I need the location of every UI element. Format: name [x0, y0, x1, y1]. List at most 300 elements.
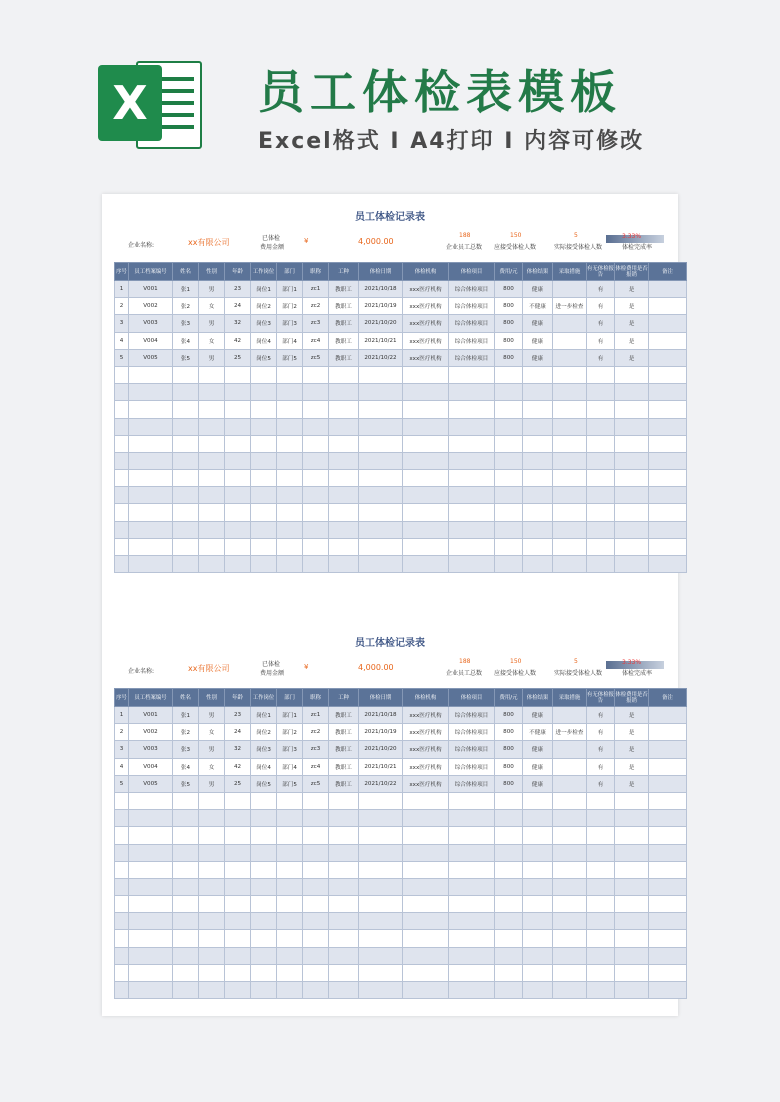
table-cell-empty[interactable]: [649, 913, 687, 930]
table-cell-empty[interactable]: [115, 435, 129, 452]
table-cell-empty[interactable]: [403, 896, 449, 913]
table-cell-empty[interactable]: [303, 930, 329, 947]
table-cell[interactable]: 2021/10/18: [359, 281, 403, 298]
table-cell[interactable]: 岗位1: [251, 281, 277, 298]
table-cell-empty[interactable]: [403, 452, 449, 469]
table-cell[interactable]: 张3: [173, 741, 199, 758]
table-cell-empty[interactable]: [649, 384, 687, 401]
table-cell-empty[interactable]: [129, 827, 173, 844]
table-cell[interactable]: V004: [129, 332, 173, 349]
table-cell-empty[interactable]: [615, 964, 649, 981]
table-cell-empty[interactable]: [403, 964, 449, 981]
table-cell[interactable]: 健康: [523, 315, 553, 332]
table-cell-empty[interactable]: [277, 947, 303, 964]
table-cell-empty[interactable]: [403, 487, 449, 504]
table-cell[interactable]: zc3: [303, 741, 329, 758]
table-cell-empty[interactable]: [359, 470, 403, 487]
table-cell[interactable]: 23: [225, 281, 251, 298]
table-cell-empty[interactable]: [277, 366, 303, 383]
table-cell-empty[interactable]: [199, 810, 225, 827]
table-cell-empty[interactable]: [173, 435, 199, 452]
table-cell-empty[interactable]: [277, 452, 303, 469]
table-cell-empty[interactable]: [587, 435, 615, 452]
table-cell[interactable]: 2021/10/19: [359, 724, 403, 741]
table-cell-empty[interactable]: [403, 878, 449, 895]
table-cell-empty[interactable]: [303, 366, 329, 383]
table-cell-empty[interactable]: [329, 982, 359, 999]
table-cell-empty[interactable]: [199, 844, 225, 861]
table-cell-empty[interactable]: [277, 792, 303, 809]
table-cell[interactable]: 2021/10/22: [359, 349, 403, 366]
table-cell-empty[interactable]: [587, 470, 615, 487]
table-cell[interactable]: 男: [199, 775, 225, 792]
table-cell-empty[interactable]: [277, 487, 303, 504]
table-cell[interactable]: 是: [615, 349, 649, 366]
table-cell[interactable]: 1: [115, 707, 129, 724]
table-cell-empty[interactable]: [115, 810, 129, 827]
table-cell-empty[interactable]: [129, 538, 173, 555]
table-cell[interactable]: 健康: [523, 332, 553, 349]
table-cell-empty[interactable]: [359, 861, 403, 878]
table-cell-empty[interactable]: [173, 401, 199, 418]
table-cell-empty[interactable]: [303, 538, 329, 555]
table-cell-empty[interactable]: [495, 538, 523, 555]
table-cell-empty[interactable]: [553, 487, 587, 504]
table-cell-empty[interactable]: [615, 366, 649, 383]
table-cell[interactable]: 5: [115, 349, 129, 366]
table-cell-empty[interactable]: [649, 947, 687, 964]
table-cell-empty[interactable]: [251, 452, 277, 469]
table-cell[interactable]: [553, 315, 587, 332]
table-cell-empty[interactable]: [587, 504, 615, 521]
table-cell[interactable]: zc2: [303, 298, 329, 315]
table-cell-empty[interactable]: [649, 435, 687, 452]
table-cell[interactable]: xxx医疗机构: [403, 349, 449, 366]
table-cell-empty[interactable]: [523, 844, 553, 861]
table-cell[interactable]: 2: [115, 298, 129, 315]
table-cell[interactable]: 部门4: [277, 758, 303, 775]
table-cell[interactable]: [649, 707, 687, 724]
table-cell-empty[interactable]: [359, 538, 403, 555]
table-cell-empty[interactable]: [587, 521, 615, 538]
table-cell-empty[interactable]: [403, 792, 449, 809]
table-cell[interactable]: 有: [587, 349, 615, 366]
table-cell[interactable]: 2: [115, 724, 129, 741]
table-cell-empty[interactable]: [359, 930, 403, 947]
table-cell-empty[interactable]: [225, 521, 251, 538]
table-cell[interactable]: 部门1: [277, 707, 303, 724]
table-cell-empty[interactable]: [495, 827, 523, 844]
table-cell-empty[interactable]: [115, 861, 129, 878]
table-cell-empty[interactable]: [553, 384, 587, 401]
table-cell[interactable]: zc4: [303, 758, 329, 775]
table-cell-empty[interactable]: [199, 487, 225, 504]
table-cell-empty[interactable]: [495, 401, 523, 418]
table-cell-empty[interactable]: [303, 487, 329, 504]
table-cell[interactable]: 张1: [173, 281, 199, 298]
table-cell-empty[interactable]: [359, 401, 403, 418]
table-cell-empty[interactable]: [329, 930, 359, 947]
table-cell-empty[interactable]: [277, 504, 303, 521]
table-cell-empty[interactable]: [303, 964, 329, 981]
table-cell-empty[interactable]: [523, 452, 553, 469]
table-cell-empty[interactable]: [329, 810, 359, 827]
table-cell-empty[interactable]: [523, 521, 553, 538]
table-cell[interactable]: 800: [495, 298, 523, 315]
table-cell-empty[interactable]: [251, 384, 277, 401]
table-cell-empty[interactable]: [173, 418, 199, 435]
table-cell-empty[interactable]: [199, 452, 225, 469]
table-cell-empty[interactable]: [587, 792, 615, 809]
table-cell-empty[interactable]: [553, 964, 587, 981]
table-cell-empty[interactable]: [115, 504, 129, 521]
table-cell-empty[interactable]: [615, 504, 649, 521]
table-cell-empty[interactable]: [403, 930, 449, 947]
table-cell[interactable]: 2021/10/19: [359, 298, 403, 315]
table-cell-empty[interactable]: [587, 964, 615, 981]
table-cell-empty[interactable]: [449, 556, 495, 573]
table-cell-empty[interactable]: [403, 861, 449, 878]
table-cell-empty[interactable]: [303, 792, 329, 809]
table-cell-empty[interactable]: [251, 896, 277, 913]
table-cell-empty[interactable]: [225, 947, 251, 964]
table-cell[interactable]: 健康: [523, 281, 553, 298]
table-cell-empty[interactable]: [523, 913, 553, 930]
table-cell-empty[interactable]: [277, 384, 303, 401]
table-cell[interactable]: 不健康: [523, 724, 553, 741]
table-cell[interactable]: 张1: [173, 707, 199, 724]
table-cell-empty[interactable]: [129, 913, 173, 930]
table-cell-empty[interactable]: [359, 947, 403, 964]
table-cell-empty[interactable]: [359, 487, 403, 504]
table-cell[interactable]: xxx医疗机构: [403, 315, 449, 332]
table-cell[interactable]: 进一步检查: [553, 724, 587, 741]
table-cell-empty[interactable]: [173, 982, 199, 999]
table-cell-empty[interactable]: [199, 366, 225, 383]
table-cell[interactable]: 2021/10/22: [359, 775, 403, 792]
table-cell-empty[interactable]: [495, 792, 523, 809]
table-cell-empty[interactable]: [225, 861, 251, 878]
table-cell-empty[interactable]: [449, 538, 495, 555]
table-cell[interactable]: 800: [495, 724, 523, 741]
table-cell[interactable]: zc4: [303, 332, 329, 349]
table-cell-empty[interactable]: [329, 538, 359, 555]
table-cell-empty[interactable]: [449, 401, 495, 418]
table-cell[interactable]: 综合体检项目: [449, 758, 495, 775]
table-cell-empty[interactable]: [495, 896, 523, 913]
table-cell[interactable]: [649, 775, 687, 792]
table-cell[interactable]: 有: [587, 315, 615, 332]
table-cell[interactable]: xxx医疗机构: [403, 758, 449, 775]
table-cell-empty[interactable]: [329, 470, 359, 487]
table-cell-empty[interactable]: [173, 947, 199, 964]
table-cell[interactable]: 综合体检项目: [449, 315, 495, 332]
table-cell[interactable]: [649, 724, 687, 741]
table-cell-empty[interactable]: [329, 878, 359, 895]
table-cell-empty[interactable]: [303, 452, 329, 469]
table-cell-empty[interactable]: [523, 878, 553, 895]
table-cell-empty[interactable]: [277, 435, 303, 452]
table-cell-empty[interactable]: [329, 861, 359, 878]
table-cell-empty[interactable]: [225, 827, 251, 844]
table-cell[interactable]: 进一步检查: [553, 298, 587, 315]
table-cell-empty[interactable]: [277, 556, 303, 573]
table-cell-empty[interactable]: [199, 556, 225, 573]
table-cell[interactable]: 800: [495, 315, 523, 332]
table-cell-empty[interactable]: [225, 964, 251, 981]
table-cell-empty[interactable]: [199, 435, 225, 452]
table-cell[interactable]: 健康: [523, 758, 553, 775]
table-cell-empty[interactable]: [199, 930, 225, 947]
table-cell-empty[interactable]: [251, 930, 277, 947]
table-cell-empty[interactable]: [199, 470, 225, 487]
table-cell[interactable]: 教职工: [329, 315, 359, 332]
table-cell-empty[interactable]: [523, 947, 553, 964]
table-cell[interactable]: 综合体检项目: [449, 298, 495, 315]
table-cell[interactable]: 综合体检项目: [449, 724, 495, 741]
table-cell-empty[interactable]: [115, 982, 129, 999]
table-cell-empty[interactable]: [403, 947, 449, 964]
table-cell-empty[interactable]: [199, 384, 225, 401]
table-cell-empty[interactable]: [251, 964, 277, 981]
table-cell[interactable]: V004: [129, 758, 173, 775]
table-cell-empty[interactable]: [303, 521, 329, 538]
table-cell-empty[interactable]: [587, 930, 615, 947]
table-cell[interactable]: 800: [495, 349, 523, 366]
table-cell[interactable]: 部门4: [277, 332, 303, 349]
table-cell[interactable]: 岗位3: [251, 741, 277, 758]
table-cell-empty[interactable]: [359, 982, 403, 999]
table-cell-empty[interactable]: [523, 470, 553, 487]
table-cell-empty[interactable]: [449, 452, 495, 469]
table-cell-empty[interactable]: [129, 418, 173, 435]
table-cell-empty[interactable]: [251, 366, 277, 383]
table-cell-empty[interactable]: [129, 384, 173, 401]
table-cell-empty[interactable]: [495, 504, 523, 521]
table-cell[interactable]: 4: [115, 758, 129, 775]
table-cell-empty[interactable]: [303, 878, 329, 895]
table-cell[interactable]: [649, 315, 687, 332]
table-cell[interactable]: 24: [225, 724, 251, 741]
table-cell-empty[interactable]: [329, 418, 359, 435]
table-cell-empty[interactable]: [115, 896, 129, 913]
table-cell-empty[interactable]: [587, 982, 615, 999]
table-cell-empty[interactable]: [129, 487, 173, 504]
table-cell[interactable]: zc5: [303, 349, 329, 366]
table-cell-empty[interactable]: [449, 418, 495, 435]
table-cell-empty[interactable]: [129, 556, 173, 573]
table-cell-empty[interactable]: [251, 827, 277, 844]
table-cell-empty[interactable]: [329, 366, 359, 383]
table-cell-empty[interactable]: [403, 401, 449, 418]
table-cell[interactable]: V002: [129, 724, 173, 741]
table-cell-empty[interactable]: [115, 470, 129, 487]
table-cell-empty[interactable]: [649, 452, 687, 469]
table-cell-empty[interactable]: [587, 418, 615, 435]
table-cell[interactable]: 42: [225, 332, 251, 349]
table-cell-empty[interactable]: [251, 792, 277, 809]
table-cell[interactable]: 部门5: [277, 349, 303, 366]
table-cell-empty[interactable]: [277, 401, 303, 418]
table-cell[interactable]: 综合体检项目: [449, 775, 495, 792]
table-cell-empty[interactable]: [173, 452, 199, 469]
table-cell-empty[interactable]: [115, 844, 129, 861]
table-cell[interactable]: [649, 332, 687, 349]
table-cell-empty[interactable]: [225, 384, 251, 401]
table-cell-empty[interactable]: [615, 827, 649, 844]
table-cell-empty[interactable]: [303, 913, 329, 930]
table-cell-empty[interactable]: [649, 896, 687, 913]
table-cell[interactable]: [553, 741, 587, 758]
table-cell-empty[interactable]: [277, 896, 303, 913]
table-cell[interactable]: 男: [199, 315, 225, 332]
table-cell-empty[interactable]: [329, 452, 359, 469]
table-cell-empty[interactable]: [173, 810, 199, 827]
table-cell-empty[interactable]: [523, 418, 553, 435]
table-cell-empty[interactable]: [495, 470, 523, 487]
table-cell-empty[interactable]: [523, 366, 553, 383]
table-cell-empty[interactable]: [523, 384, 553, 401]
table-cell-empty[interactable]: [225, 896, 251, 913]
table-cell-empty[interactable]: [359, 384, 403, 401]
table-cell-empty[interactable]: [129, 861, 173, 878]
table-cell-empty[interactable]: [649, 930, 687, 947]
table-cell-empty[interactable]: [129, 982, 173, 999]
table-cell-empty[interactable]: [129, 435, 173, 452]
table-cell[interactable]: 有: [587, 758, 615, 775]
table-cell-empty[interactable]: [173, 861, 199, 878]
table-cell[interactable]: 张2: [173, 298, 199, 315]
table-cell[interactable]: 800: [495, 281, 523, 298]
table-cell-empty[interactable]: [329, 896, 359, 913]
table-cell-empty[interactable]: [115, 792, 129, 809]
table-cell-empty[interactable]: [303, 435, 329, 452]
table-cell-empty[interactable]: [329, 435, 359, 452]
table-cell-empty[interactable]: [403, 810, 449, 827]
table-cell-empty[interactable]: [553, 878, 587, 895]
table-cell-empty[interactable]: [615, 930, 649, 947]
table-cell[interactable]: 健康: [523, 741, 553, 758]
table-cell[interactable]: 女: [199, 724, 225, 741]
table-cell[interactable]: 教职工: [329, 332, 359, 349]
table-cell-empty[interactable]: [523, 827, 553, 844]
table-cell-empty[interactable]: [449, 810, 495, 827]
table-cell[interactable]: 岗位4: [251, 758, 277, 775]
table-cell-empty[interactable]: [615, 384, 649, 401]
table-cell-empty[interactable]: [523, 896, 553, 913]
table-cell-empty[interactable]: [225, 982, 251, 999]
table-cell-empty[interactable]: [303, 556, 329, 573]
table-cell-empty[interactable]: [495, 366, 523, 383]
table-cell-empty[interactable]: [277, 930, 303, 947]
table-cell[interactable]: 800: [495, 707, 523, 724]
table-cell-empty[interactable]: [129, 896, 173, 913]
table-cell[interactable]: [649, 349, 687, 366]
table-cell[interactable]: 有: [587, 724, 615, 741]
table-cell[interactable]: 3: [115, 315, 129, 332]
table-cell-empty[interactable]: [615, 470, 649, 487]
table-cell-empty[interactable]: [303, 470, 329, 487]
table-cell-empty[interactable]: [403, 556, 449, 573]
table-cell-empty[interactable]: [587, 878, 615, 895]
table-cell-empty[interactable]: [303, 861, 329, 878]
table-cell[interactable]: xxx医疗机构: [403, 741, 449, 758]
table-cell[interactable]: 800: [495, 775, 523, 792]
table-cell-empty[interactable]: [199, 896, 225, 913]
table-cell-empty[interactable]: [553, 896, 587, 913]
table-cell[interactable]: 部门2: [277, 724, 303, 741]
table-cell[interactable]: xxx医疗机构: [403, 724, 449, 741]
table-cell[interactable]: 女: [199, 758, 225, 775]
table-cell-empty[interactable]: [615, 435, 649, 452]
table-cell-empty[interactable]: [329, 844, 359, 861]
table-cell[interactable]: V002: [129, 298, 173, 315]
table-cell-empty[interactable]: [553, 452, 587, 469]
table-cell[interactable]: [649, 741, 687, 758]
table-cell-empty[interactable]: [303, 418, 329, 435]
table-cell[interactable]: 张4: [173, 332, 199, 349]
table-cell-empty[interactable]: [615, 538, 649, 555]
table-cell[interactable]: 25: [225, 775, 251, 792]
table-cell-empty[interactable]: [359, 792, 403, 809]
table-cell-empty[interactable]: [115, 521, 129, 538]
table-cell-empty[interactable]: [523, 810, 553, 827]
table-cell-empty[interactable]: [403, 366, 449, 383]
table-cell-empty[interactable]: [277, 470, 303, 487]
table-cell-empty[interactable]: [129, 521, 173, 538]
table-cell[interactable]: 是: [615, 332, 649, 349]
table-cell-empty[interactable]: [115, 487, 129, 504]
table-cell[interactable]: 综合体检项目: [449, 349, 495, 366]
table-cell-empty[interactable]: [173, 827, 199, 844]
table-cell-empty[interactable]: [495, 435, 523, 452]
table-cell-empty[interactable]: [173, 521, 199, 538]
table-cell[interactable]: 是: [615, 758, 649, 775]
table-cell[interactable]: 教职工: [329, 741, 359, 758]
table-cell-empty[interactable]: [359, 896, 403, 913]
table-cell-empty[interactable]: [649, 521, 687, 538]
table-cell-empty[interactable]: [225, 913, 251, 930]
table-cell-empty[interactable]: [329, 827, 359, 844]
table-cell-empty[interactable]: [587, 538, 615, 555]
table-cell-empty[interactable]: [199, 878, 225, 895]
table-cell[interactable]: V003: [129, 741, 173, 758]
table-cell-empty[interactable]: [523, 504, 553, 521]
table-cell-empty[interactable]: [173, 366, 199, 383]
table-cell-empty[interactable]: [251, 435, 277, 452]
table-cell[interactable]: 教职工: [329, 281, 359, 298]
table-cell-empty[interactable]: [277, 521, 303, 538]
table-cell[interactable]: 25: [225, 349, 251, 366]
table-cell-empty[interactable]: [449, 435, 495, 452]
table-cell[interactable]: V001: [129, 707, 173, 724]
table-cell-empty[interactable]: [199, 521, 225, 538]
table-cell-empty[interactable]: [553, 521, 587, 538]
table-cell-empty[interactable]: [225, 418, 251, 435]
table-cell-empty[interactable]: [303, 827, 329, 844]
table-cell-empty[interactable]: [277, 913, 303, 930]
table-cell-empty[interactable]: [225, 844, 251, 861]
table-cell-empty[interactable]: [115, 947, 129, 964]
table-cell-empty[interactable]: [359, 556, 403, 573]
table-cell-empty[interactable]: [403, 844, 449, 861]
table-cell-empty[interactable]: [495, 964, 523, 981]
table-cell[interactable]: 是: [615, 315, 649, 332]
table-cell-empty[interactable]: [615, 861, 649, 878]
table-cell-empty[interactable]: [449, 470, 495, 487]
table-cell[interactable]: 综合体检项目: [449, 281, 495, 298]
table-cell[interactable]: 42: [225, 758, 251, 775]
